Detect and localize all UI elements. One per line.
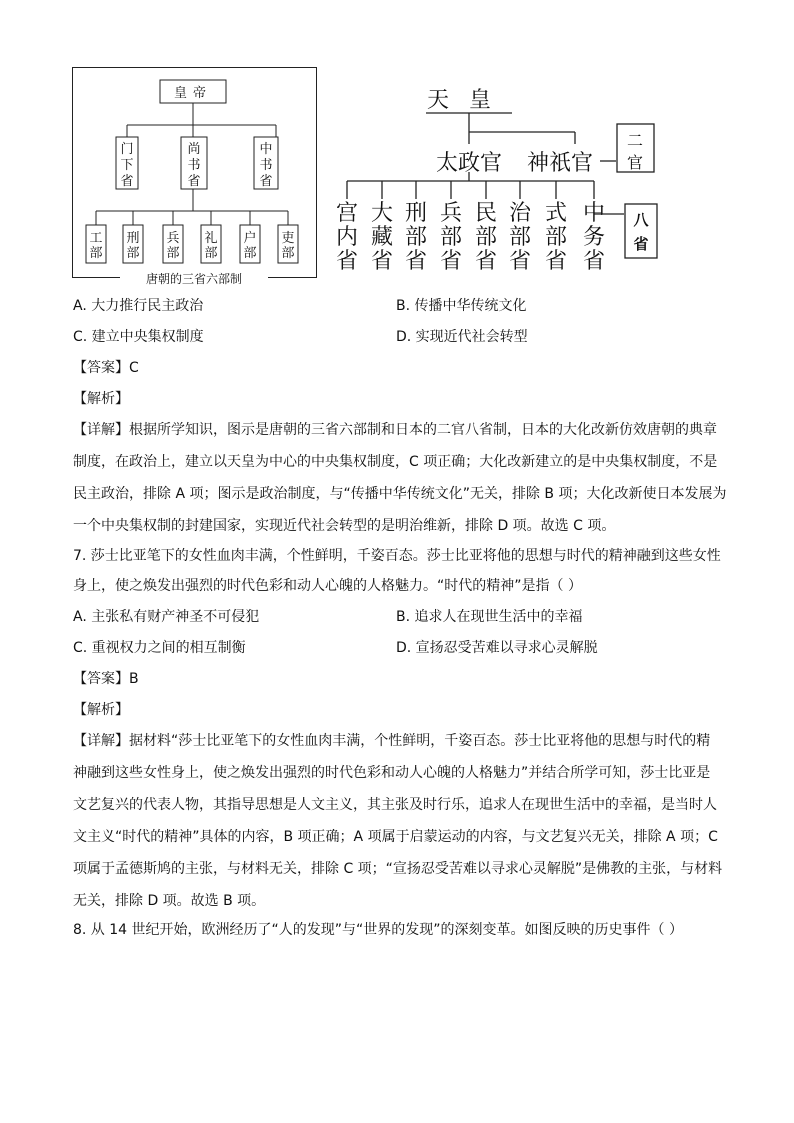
q7-stem-line: 7. 莎士比亚笔下的女性血肉丰满，个性鲜明，千姿百态。莎士比亚将他的思想与时代的精神融到这些女性 [73,548,721,564]
svg-text:部: 部 [474,225,498,250]
svg-text:省: 省 [633,235,649,253]
q7-option-c: C. 重视权力之间的相互制衡 [73,640,246,656]
q7-detail-line: 文主义“时代的精神”具体的内容，B 项正确；A 项属于启蒙运动的内容，与文艺复兴无关，排除 A 项；C [73,829,718,845]
province-label [120,142,133,189]
svg-text:中: 中 [582,201,606,226]
svg-text:省: 省 [439,249,463,270]
ministry-label [243,231,256,261]
jp-ministry-label [336,201,358,270]
svg-text:下: 下 [120,158,134,173]
tang-system-diagram [72,67,318,289]
dajokan-label: 太政官 [435,151,503,176]
q7-detail-line: 文艺复兴的代表人物，其指导思想是人文主义，其主张及时行乐，追求人在现世生活中的幸福，是当时人 [73,797,717,813]
svg-text:民: 民 [474,201,498,226]
svg-text:省: 省 [259,174,273,189]
q6-detail-line: 制度，在政治上，建立以天皇为中心的中央集权制度，C 项正确；大化改新建立的是中央集权制度，不是 [73,454,718,470]
jp-ministry-label [405,201,427,270]
svg-text:宫: 宫 [335,201,359,226]
svg-text:刑: 刑 [126,231,140,246]
svg-text:省: 省 [335,249,359,270]
svg-text:中: 中 [259,142,273,157]
jp-ministry-label [583,201,605,270]
svg-text:书: 书 [187,158,201,173]
svg-text:省: 省 [370,249,394,270]
ministry-label [204,231,217,261]
q7-detail-line: 项属于孟德斯鸠的主张，与材料无关，排除 C 项；“宣扬忍受苦难以寻求心灵解脱”是佛教的主张，与材料 [73,861,723,877]
svg-text:兵: 兵 [439,201,463,226]
svg-text:官: 官 [626,153,644,172]
svg-text:部: 部 [439,225,463,250]
q6-option-a: A. 大力推行民主政治 [73,298,204,314]
svg-text:省: 省 [582,249,606,270]
tang-caption: 唐朝的三省六部制 [145,272,243,286]
q6-option-d: D. 实现近代社会转型 [396,329,528,345]
q7-detail-line: 神融到这些女性身上，使之焕发出强烈的时代色彩和动人心魄的人格魅力”并结合所学可知，莎士比亚是 [73,765,711,781]
svg-text:省: 省 [404,249,428,270]
q7-stem-line: 身上，使之焕发出强烈的时代色彩和动人心魄的人格魅力。“时代的精神”是指（ ） [73,578,582,594]
svg-text:省: 省 [474,249,498,270]
jp-ministry-label [475,201,497,270]
svg-text:工: 工 [89,231,103,246]
jingikan-label: 神祇官 [526,151,594,176]
q6-analysis-label: 【解析】 [73,391,129,407]
province-label [259,141,272,189]
q7-option-a: A. 主张私有财产神圣不可侵犯 [73,609,260,625]
svg-text:部: 部 [508,225,532,250]
q6-detail-line: 一个中央集权制的封建国家，实现近代社会转型的是明治维新，排除 D 项。故选 C 项。 [73,518,616,534]
svg-text:务: 务 [582,225,606,250]
q7-analysis-label: 【解析】 [73,702,129,718]
province-label [187,141,200,189]
svg-text:兵: 兵 [166,231,180,246]
svg-text:部: 部 [166,246,180,261]
svg-text:户: 户 [243,231,257,246]
svg-text:门: 门 [120,142,134,157]
q7-detail-line: 无关，排除 D 项。故选 B 项。 [73,893,266,909]
jp-ministry-label [509,201,532,270]
q7-detail-line: 【详解】据材料“莎士比亚笔下的女性血肉丰满，个性鲜明，千姿百态。莎士比亚将他的思想与时代的精 [73,733,711,749]
q6-option-b: B. 传播中华传统文化 [396,298,527,314]
jp-ministry-label [545,201,567,270]
svg-text:部: 部 [204,246,218,261]
ministry-label [166,231,179,261]
svg-text:吏: 吏 [281,231,295,246]
svg-text:省: 省 [508,249,532,270]
svg-text:部: 部 [126,246,140,261]
ministry-label [89,231,102,261]
svg-text:藏: 藏 [370,225,394,250]
svg-text:部: 部 [89,246,103,261]
svg-text:二: 二 [626,131,644,150]
q6-answer: 【答案】C [73,360,139,376]
svg-text:尚: 尚 [187,142,201,157]
svg-text:书: 书 [259,158,273,173]
svg-text:刑: 刑 [404,201,428,226]
svg-text:省: 省 [544,249,568,270]
svg-text:治: 治 [508,201,532,226]
jp-ministry-label [440,201,462,270]
svg-text:礼: 礼 [204,231,218,246]
emperor-label: 皇帝 [173,86,213,101]
jp-ministry-label [371,201,393,270]
svg-text:内: 内 [335,225,359,250]
tenno-label: 天皇 [426,88,512,113]
ministry-label [126,231,139,261]
svg-text:大: 大 [370,201,394,226]
svg-text:部: 部 [404,225,428,250]
q6-detail-line: 民主政治，排除 A 项；图示是政治制度，与“传播中华传统文化”无关，排除 B 项；大化改新使日本发展为 [73,486,727,502]
q7-option-d: D. 宣扬忍受苦难以寻求心灵解脱 [396,640,598,656]
q8-stem: 8. 从 14 世纪开始，欧洲经历了“人的发现”与“世界的发现”的深刻变革。如图反映的历史事件（ ） [73,922,683,938]
svg-text:部: 部 [243,246,257,261]
q6-option-c: C. 建立中央集权制度 [73,329,204,345]
svg-text:省: 省 [187,174,201,189]
svg-text:式: 式 [544,201,568,226]
japan-system-diagram [330,80,662,270]
q6-detail-line: 【详解】根据所学知识，图示是唐朝的三省六部制和日本的二官八省制，日本的大化改新仿效唐朝的典章 [73,422,717,438]
ministry-label [281,230,294,261]
svg-text:部: 部 [544,225,568,250]
svg-text:部: 部 [281,246,295,261]
svg-text:八: 八 [633,211,649,229]
svg-text:省: 省 [120,174,134,189]
q7-answer: 【答案】B [73,671,139,687]
q7-option-b: B. 追求人在现世生活中的幸福 [396,609,583,625]
